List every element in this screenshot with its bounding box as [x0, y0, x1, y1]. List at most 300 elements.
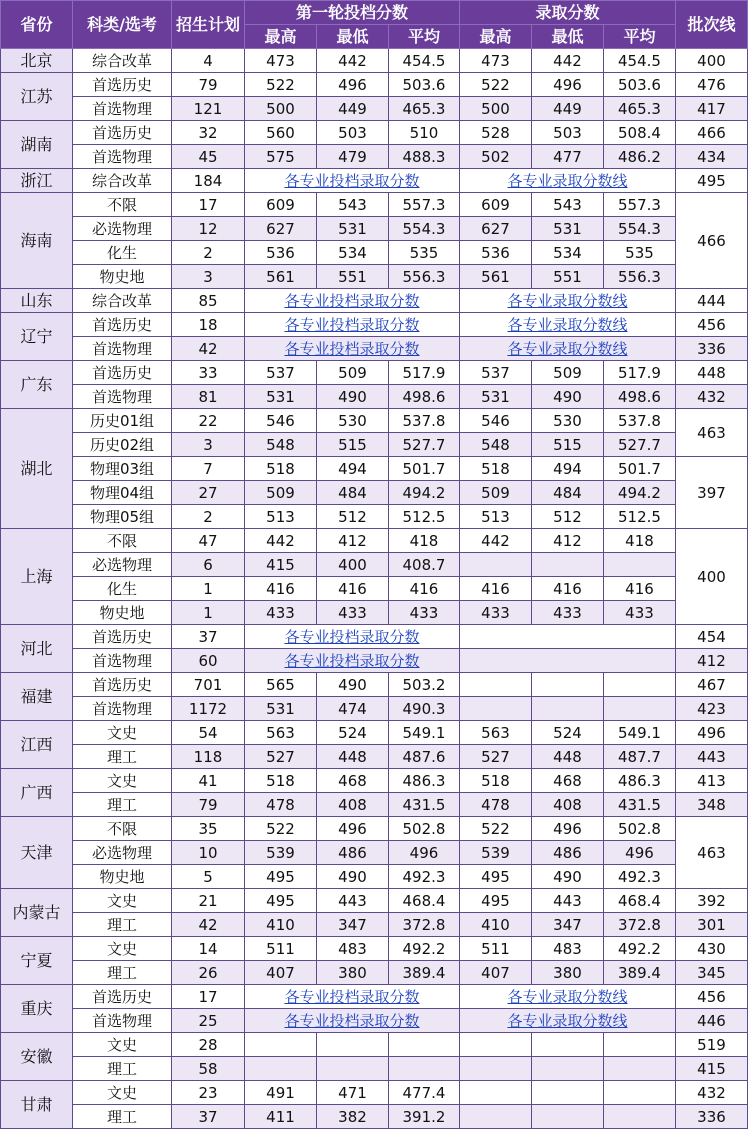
header-province: 省份 — [1, 1, 73, 49]
first-round-max-cell: 518 — [245, 457, 317, 481]
first-round-score-link-anchor[interactable]: 各专业投档录取分数 — [284, 987, 420, 1006]
first-round-avg-cell: 431.5 — [389, 793, 460, 817]
first-round-min-cell: 474 — [317, 697, 389, 721]
admission-avg-cell: 549.1 — [604, 721, 676, 745]
admission-avg-cell: 502.8 — [604, 817, 676, 841]
plan-cell: 79 — [172, 73, 245, 97]
admission-avg-cell: 535 — [604, 241, 676, 265]
header-first-round-max: 最高 — [245, 25, 317, 49]
first-round-min-cell: 443 — [317, 889, 389, 913]
admission-avg-cell: 486.2 — [604, 145, 676, 169]
table-row — [1, 169, 748, 193]
admission-min-cell: 448 — [532, 745, 604, 769]
table-row — [1, 745, 748, 769]
admission-min-cell: 416 — [532, 577, 604, 601]
category-cell: 文史 — [73, 889, 172, 913]
admission-min-cell: 524 — [532, 721, 604, 745]
admission-min-cell — [532, 1081, 604, 1105]
table-row — [1, 1033, 748, 1057]
admission-min-cell: 496 — [532, 73, 604, 97]
table-row — [1, 721, 748, 745]
category-cell: 首选物理 — [73, 337, 172, 361]
batch-line-cell: 392 — [676, 889, 748, 913]
first-round-score-link-anchor[interactable]: 各专业投档录取分数 — [284, 1011, 420, 1030]
first-round-score-link — [245, 289, 460, 313]
province-cell: 福建 — [1, 673, 73, 721]
plan-cell: 42 — [172, 337, 245, 361]
admission-avg-cell: 557.3 — [604, 193, 676, 217]
first-round-avg-cell: 416 — [389, 577, 460, 601]
category-cell: 不限 — [73, 529, 172, 553]
admission-max-cell: 536 — [460, 241, 532, 265]
first-round-max-cell: 500 — [245, 97, 317, 121]
first-round-avg-cell: 503.2 — [389, 673, 460, 697]
category-cell: 物史地 — [73, 865, 172, 889]
table-row — [1, 985, 748, 1009]
first-round-max-cell — [245, 1033, 317, 1057]
first-round-avg-cell: 372.8 — [389, 913, 460, 937]
plan-cell: 23 — [172, 1081, 245, 1105]
category-cell: 物史地 — [73, 265, 172, 289]
first-round-min-cell: 442 — [317, 49, 389, 73]
admission-max-cell: 518 — [460, 769, 532, 793]
first-round-max-cell: 442 — [245, 529, 317, 553]
admission-min-cell: 509 — [532, 361, 604, 385]
admission-avg-cell: 487.7 — [604, 745, 676, 769]
first-round-avg-cell: 465.3 — [389, 97, 460, 121]
admission-max-cell: 531 — [460, 385, 532, 409]
admission-avg-cell: 496 — [604, 841, 676, 865]
first-round-avg-cell: 501.7 — [389, 457, 460, 481]
table-row — [1, 97, 748, 121]
table-row — [1, 529, 748, 553]
admission-avg-cell: 556.3 — [604, 265, 676, 289]
admission-avg-cell: 527.7 — [604, 433, 676, 457]
plan-cell: 17 — [172, 985, 245, 1009]
plan-cell: 14 — [172, 937, 245, 961]
table-row — [1, 841, 748, 865]
category-cell: 首选历史 — [73, 361, 172, 385]
plan-cell: 2 — [172, 505, 245, 529]
batch-line-cell: 434 — [676, 145, 748, 169]
first-round-max-cell — [245, 1057, 317, 1081]
first-round-max-cell: 495 — [245, 889, 317, 913]
category-cell: 文史 — [73, 1081, 172, 1105]
first-round-min-cell: 416 — [317, 577, 389, 601]
admission-score-link — [460, 985, 676, 1009]
admission-score-link-anchor[interactable]: 各专业录取分数线 — [507, 291, 628, 310]
admission-max-cell: 500 — [460, 97, 532, 121]
category-cell: 首选历史 — [73, 121, 172, 145]
category-cell: 综合改革 — [73, 289, 172, 313]
table-row — [1, 1081, 748, 1105]
first-round-max-cell: 511 — [245, 937, 317, 961]
admission-min-cell — [532, 1105, 604, 1129]
batch-line-cell: 301 — [676, 913, 748, 937]
province-cell: 湖北 — [1, 409, 73, 529]
admission-avg-cell: 494.2 — [604, 481, 676, 505]
admission-score-link-anchor[interactable]: 各专业录取分数线 — [507, 315, 628, 334]
admission-avg-cell: 389.4 — [604, 961, 676, 985]
first-round-min-cell: 484 — [317, 481, 389, 505]
first-round-score-link-anchor[interactable]: 各专业投档录取分数 — [284, 627, 420, 646]
first-round-avg-cell: 537.8 — [389, 409, 460, 433]
category-cell: 首选历史 — [73, 673, 172, 697]
plan-cell: 37 — [172, 1105, 245, 1129]
first-round-max-cell: 478 — [245, 793, 317, 817]
admission-min-cell: 534 — [532, 241, 604, 265]
admission-min-cell: 515 — [532, 433, 604, 457]
first-round-max-cell: 527 — [245, 745, 317, 769]
admission-min-cell: 347 — [532, 913, 604, 937]
first-round-max-cell: 522 — [245, 73, 317, 97]
first-round-score-link-anchor[interactable]: 各专业投档录取分数 — [284, 171, 420, 190]
plan-cell: 118 — [172, 745, 245, 769]
batch-line-cell: 430 — [676, 937, 748, 961]
first-round-max-cell: 433 — [245, 601, 317, 625]
first-round-min-cell: 512 — [317, 505, 389, 529]
first-round-max-cell: 407 — [245, 961, 317, 985]
first-round-avg-cell: 494.2 — [389, 481, 460, 505]
admission-max-cell: 609 — [460, 193, 532, 217]
admission-min-cell: 408 — [532, 793, 604, 817]
first-round-max-cell: 563 — [245, 721, 317, 745]
table-row — [1, 193, 748, 217]
admission-max-cell: 539 — [460, 841, 532, 865]
plan-cell: 41 — [172, 769, 245, 793]
admission-min-cell: 512 — [532, 505, 604, 529]
admission-min-cell: 477 — [532, 145, 604, 169]
plan-cell: 35 — [172, 817, 245, 841]
batch-line-cell: 336 — [676, 1105, 748, 1129]
plan-cell: 1 — [172, 577, 245, 601]
first-round-min-cell: 496 — [317, 73, 389, 97]
table-row — [1, 601, 748, 625]
table-row — [1, 673, 748, 697]
admission-min-cell: 443 — [532, 889, 604, 913]
plan-cell: 22 — [172, 409, 245, 433]
plan-cell: 47 — [172, 529, 245, 553]
admission-score-link — [460, 337, 676, 361]
first-round-avg-cell: 517.9 — [389, 361, 460, 385]
first-round-min-cell: 496 — [317, 817, 389, 841]
admission-min-cell: 468 — [532, 769, 604, 793]
category-cell: 首选历史 — [73, 313, 172, 337]
first-round-max-cell: 548 — [245, 433, 317, 457]
first-round-avg-cell: 498.6 — [389, 385, 460, 409]
first-round-avg-cell: 527.7 — [389, 433, 460, 457]
header-batch-line: 批次线 — [676, 1, 748, 49]
admission-score-link — [460, 1009, 676, 1033]
first-round-min-cell: 490 — [317, 673, 389, 697]
admission-max-cell: 522 — [460, 817, 532, 841]
admission-min-cell: 484 — [532, 481, 604, 505]
admission-avg-cell — [604, 553, 676, 577]
first-round-min-cell: 515 — [317, 433, 389, 457]
plan-cell: 58 — [172, 1057, 245, 1081]
first-round-score-link — [245, 313, 460, 337]
admission-avg-cell: 517.9 — [604, 361, 676, 385]
plan-cell: 37 — [172, 625, 245, 649]
category-cell: 物理03组 — [73, 457, 172, 481]
admission-avg-cell: 418 — [604, 529, 676, 553]
first-round-score-link-anchor[interactable]: 各专业投档录取分数 — [284, 291, 420, 310]
category-cell: 必选物理 — [73, 841, 172, 865]
first-round-min-cell: 543 — [317, 193, 389, 217]
admission-avg-cell: 433 — [604, 601, 676, 625]
first-round-score-link — [245, 649, 460, 673]
admission-max-cell: 433 — [460, 601, 532, 625]
first-round-max-cell: 539 — [245, 841, 317, 865]
first-round-avg-cell: 535 — [389, 241, 460, 265]
first-round-min-cell: 408 — [317, 793, 389, 817]
plan-cell: 79 — [172, 793, 245, 817]
plan-cell: 27 — [172, 481, 245, 505]
first-round-avg-cell: 477.4 — [389, 1081, 460, 1105]
admission-score-link-anchor[interactable]: 各专业录取分数线 — [507, 171, 628, 190]
first-round-min-cell: 479 — [317, 145, 389, 169]
admission-avg-cell — [604, 697, 676, 721]
first-round-min-cell: 509 — [317, 361, 389, 385]
first-round-score-link-anchor[interactable]: 各专业投档录取分数 — [284, 339, 420, 358]
first-round-max-cell: 491 — [245, 1081, 317, 1105]
admission-max-cell: 527 — [460, 745, 532, 769]
batch-line-cell: 463 — [676, 817, 748, 889]
table-row — [1, 865, 748, 889]
table-header — [1, 1, 748, 49]
admission-min-cell: 494 — [532, 457, 604, 481]
province-cell: 广西 — [1, 769, 73, 817]
category-cell: 首选物理 — [73, 385, 172, 409]
table-row — [1, 553, 748, 577]
batch-line-cell: 336 — [676, 337, 748, 361]
admission-score-link-anchor[interactable]: 各专业录取分数线 — [507, 339, 628, 358]
plan-cell: 3 — [172, 433, 245, 457]
province-cell: 广东 — [1, 361, 73, 409]
first-round-max-cell: 565 — [245, 673, 317, 697]
admission-avg-cell: 454.5 — [604, 49, 676, 73]
first-round-score-link — [245, 337, 460, 361]
admission-score-link-anchor[interactable]: 各专业录取分数线 — [507, 1011, 628, 1030]
province-cell: 重庆 — [1, 985, 73, 1033]
plan-cell: 60 — [172, 649, 245, 673]
table-row — [1, 625, 748, 649]
admission-min-cell — [532, 1033, 604, 1057]
admission-min-cell: 530 — [532, 409, 604, 433]
province-cell: 河北 — [1, 625, 73, 673]
first-round-avg-cell: 418 — [389, 529, 460, 553]
header-first-round-avg: 平均 — [389, 25, 460, 49]
batch-line-cell: 423 — [676, 697, 748, 721]
admission-min-cell — [532, 553, 604, 577]
plan-cell: 1 — [172, 601, 245, 625]
batch-line-cell: 432 — [676, 1081, 748, 1105]
first-round-max-cell: 410 — [245, 913, 317, 937]
category-cell: 综合改革 — [73, 49, 172, 73]
first-round-min-cell: 471 — [317, 1081, 389, 1105]
admission-min-cell: 496 — [532, 817, 604, 841]
batch-line-cell: 348 — [676, 793, 748, 817]
admission-avg-cell: 468.4 — [604, 889, 676, 913]
table-row — [1, 265, 748, 289]
table-row — [1, 1057, 748, 1081]
province-cell: 江苏 — [1, 73, 73, 121]
province-cell: 上海 — [1, 529, 73, 625]
admission-score-link-anchor[interactable]: 各专业录取分数线 — [507, 987, 628, 1006]
plan-cell: 85 — [172, 289, 245, 313]
province-cell: 山东 — [1, 289, 73, 313]
admission-min-cell — [532, 1057, 604, 1081]
batch-line-cell: 432 — [676, 385, 748, 409]
first-round-max-cell: 560 — [245, 121, 317, 145]
plan-cell: 7 — [172, 457, 245, 481]
category-cell: 文史 — [73, 1033, 172, 1057]
admission-avg-cell: 554.3 — [604, 217, 676, 241]
admission-min-cell: 483 — [532, 937, 604, 961]
admission-score-link — [460, 169, 676, 193]
first-round-max-cell: 546 — [245, 409, 317, 433]
admission-avg-cell — [604, 673, 676, 697]
admission-avg-cell: 512.5 — [604, 505, 676, 529]
first-round-max-cell: 411 — [245, 1105, 317, 1129]
first-round-score-link-anchor[interactable]: 各专业投档录取分数 — [284, 651, 420, 670]
table-row — [1, 793, 748, 817]
first-round-min-cell: 433 — [317, 601, 389, 625]
province-cell: 内蒙古 — [1, 889, 73, 937]
first-round-avg-cell: 549.1 — [389, 721, 460, 745]
category-cell: 历史01组 — [73, 409, 172, 433]
province-cell: 海南 — [1, 193, 73, 289]
admission-max-cell: 627 — [460, 217, 532, 241]
admission-max-cell: 511 — [460, 937, 532, 961]
first-round-min-cell: 551 — [317, 265, 389, 289]
admission-avg-cell: 465.3 — [604, 97, 676, 121]
batch-line-cell: 345 — [676, 961, 748, 985]
admission-max-cell — [460, 1057, 532, 1081]
first-round-avg-cell: 408.7 — [389, 553, 460, 577]
first-round-min-cell: 483 — [317, 937, 389, 961]
first-round-score-link — [245, 169, 460, 193]
admission-avg-cell: 501.7 — [604, 457, 676, 481]
first-round-max-cell: 609 — [245, 193, 317, 217]
first-round-score-link-anchor[interactable]: 各专业投档录取分数 — [284, 315, 420, 334]
admission-max-cell — [460, 673, 532, 697]
first-round-min-cell: 468 — [317, 769, 389, 793]
batch-line-cell: 454 — [676, 625, 748, 649]
plan-cell: 33 — [172, 361, 245, 385]
plan-cell: 17 — [172, 193, 245, 217]
first-round-min-cell: 534 — [317, 241, 389, 265]
admission-min-cell: 490 — [532, 865, 604, 889]
table-row — [1, 649, 748, 673]
batch-line-cell: 456 — [676, 985, 748, 1009]
table-row — [1, 577, 748, 601]
batch-line-cell: 466 — [676, 121, 748, 145]
first-round-min-cell: 494 — [317, 457, 389, 481]
batch-line-cell: 519 — [676, 1033, 748, 1057]
first-round-avg-cell: 512.5 — [389, 505, 460, 529]
admission-max-cell: 546 — [460, 409, 532, 433]
first-round-max-cell: 561 — [245, 265, 317, 289]
category-cell: 首选历史 — [73, 985, 172, 1009]
category-cell: 历史02组 — [73, 433, 172, 457]
province-cell: 北京 — [1, 49, 73, 73]
category-cell: 物理04组 — [73, 481, 172, 505]
admission-max-cell: 522 — [460, 73, 532, 97]
admission-max-cell: 416 — [460, 577, 532, 601]
first-round-max-cell: 509 — [245, 481, 317, 505]
first-round-min-cell: 412 — [317, 529, 389, 553]
plan-cell: 12 — [172, 217, 245, 241]
admission-min-cell: 449 — [532, 97, 604, 121]
table-row — [1, 145, 748, 169]
admission-avg-cell — [604, 1033, 676, 1057]
first-round-avg-cell: 556.3 — [389, 265, 460, 289]
table-row — [1, 337, 748, 361]
category-cell: 理工 — [73, 793, 172, 817]
category-cell: 理工 — [73, 745, 172, 769]
plan-cell: 121 — [172, 97, 245, 121]
table-row — [1, 1009, 748, 1033]
first-round-max-cell: 537 — [245, 361, 317, 385]
admission-min-cell: 490 — [532, 385, 604, 409]
category-cell: 首选物理 — [73, 97, 172, 121]
admission-avg-cell — [604, 1081, 676, 1105]
admission-min-cell — [532, 697, 604, 721]
admission-max-cell: 518 — [460, 457, 532, 481]
table-row — [1, 361, 748, 385]
admission-avg-cell — [604, 1105, 676, 1129]
table-row — [1, 217, 748, 241]
header-admission-min: 最低 — [532, 25, 604, 49]
batch-line-cell: 412 — [676, 649, 748, 673]
first-round-min-cell: 503 — [317, 121, 389, 145]
admission-score-link — [460, 313, 676, 337]
batch-line-cell: 467 — [676, 673, 748, 697]
first-round-avg-cell: 503.6 — [389, 73, 460, 97]
first-round-max-cell: 518 — [245, 769, 317, 793]
province-cell: 江西 — [1, 721, 73, 769]
first-round-max-cell: 531 — [245, 697, 317, 721]
admission-max-cell — [460, 1081, 532, 1105]
admission-max-cell — [460, 1033, 532, 1057]
category-cell: 不限 — [73, 193, 172, 217]
first-round-min-cell: 531 — [317, 217, 389, 241]
admission-min-cell: 531 — [532, 217, 604, 241]
category-cell: 首选物理 — [73, 145, 172, 169]
province-cell: 湖南 — [1, 121, 73, 169]
category-cell: 文史 — [73, 721, 172, 745]
table-row — [1, 1105, 748, 1129]
admission-avg-cell: 498.6 — [604, 385, 676, 409]
first-round-min-cell: 400 — [317, 553, 389, 577]
province-cell: 辽宁 — [1, 313, 73, 361]
first-round-score-link — [245, 625, 460, 649]
admission-max-cell: 537 — [460, 361, 532, 385]
first-round-max-cell: 536 — [245, 241, 317, 265]
plan-cell: 81 — [172, 385, 245, 409]
table-row — [1, 73, 748, 97]
admission-max-cell: 528 — [460, 121, 532, 145]
category-cell: 首选物理 — [73, 649, 172, 673]
first-round-avg-cell: 391.2 — [389, 1105, 460, 1129]
batch-line-cell: 444 — [676, 289, 748, 313]
plan-cell: 6 — [172, 553, 245, 577]
batch-line-cell: 446 — [676, 1009, 748, 1033]
table-row — [1, 481, 748, 505]
table-row — [1, 385, 748, 409]
first-round-avg-cell: 496 — [389, 841, 460, 865]
